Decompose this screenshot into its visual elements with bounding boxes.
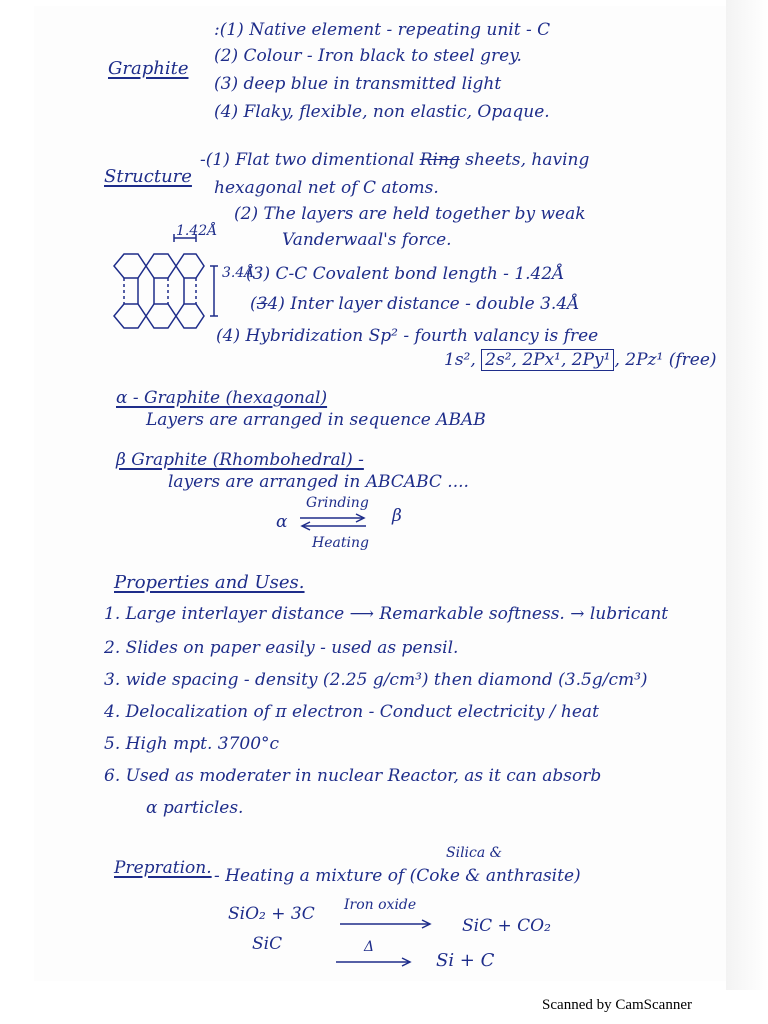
conversion-to: β xyxy=(392,506,402,526)
preparation-heading: Prepration. xyxy=(114,858,212,878)
properties-heading: Properties and Uses. xyxy=(114,572,305,593)
beta-desc: layers are arranged in ABCABC .... xyxy=(168,472,469,492)
property-item-2: 2. Slides on paper easily - used as pensil. xyxy=(104,638,459,658)
hexagon-bottom-3 xyxy=(176,304,204,328)
structure-line-1-end: sheets, having xyxy=(465,150,590,170)
hexagon-top-2 xyxy=(146,254,176,278)
graphite-layer-diagram xyxy=(102,223,232,346)
structure-line-1b: hexagonal net of C atoms. xyxy=(214,178,439,198)
hexagon-top-1 xyxy=(114,254,146,278)
graphite-line-0: :(1) Native element - repeating unit - C xyxy=(214,20,551,40)
config-suffix: , 2Pz¹ (free) xyxy=(614,350,717,370)
conversion-grinding: Grinding xyxy=(306,495,369,511)
equation-1-arrow xyxy=(338,918,434,930)
structure-label: Structure xyxy=(104,166,192,187)
equation-2-condition: Δ xyxy=(364,939,375,955)
structure-line-4 xyxy=(250,296,579,313)
property-item-3: 3. wide spacing - density (2.25 g/cm³) then diamond (3.5g/cm³) xyxy=(104,670,648,690)
property-item-5: 5. High mpt. 3700°c xyxy=(104,734,280,754)
equation-1-right: SiC + CO₂ xyxy=(462,916,551,936)
structure-line-2: (2) The layers are held together by weak xyxy=(234,204,586,224)
property-item-1: 1. Large interlayer distance ⟶ Remarkable softness. → lubricant xyxy=(104,604,669,624)
property-item-6b: α particles. xyxy=(146,798,244,818)
structure-line-4-struck: 3 xyxy=(256,294,268,314)
property-item-6: 6. Used as moderater in nuclear Reactor, as it can absorb xyxy=(104,766,602,786)
config-prefix: 1s², xyxy=(444,350,476,370)
electron-config xyxy=(444,352,717,369)
property-item-4: 4. Delocalization of π electron - Conduct electricity / heat xyxy=(104,702,599,722)
diagram-bond-length: 1.42Å xyxy=(176,223,218,239)
scanner-watermark: Scanned by CamScanner xyxy=(542,997,692,1013)
config-boxed: 2s², 2Px¹, 2Py¹ xyxy=(481,349,614,371)
structure-line-5: (4) Hybridization Sp² - fourth valancy is free xyxy=(216,326,599,346)
structure-line-1-text: -(1) Flat two dimentional xyxy=(200,150,415,170)
graphite-line-3: (4) Flaky, flexible, non elastic, Opaque. xyxy=(214,102,550,122)
beta-heading: β Graphite (Rhombohedral) - xyxy=(116,450,364,470)
preparation-silica: Silica & xyxy=(446,845,503,861)
structure-line-2b: Vanderwaal's force. xyxy=(282,230,452,250)
preparation-text: - Heating a mixture of (Coke & anthrasite) xyxy=(214,866,581,886)
alpha-desc: Layers are arranged in sequence ABAB xyxy=(146,410,486,430)
structure-line-4-prefix: ( xyxy=(250,294,257,314)
alpha-heading: α - Graphite (hexagonal) xyxy=(116,388,328,408)
hexagon-bottom-1 xyxy=(114,304,146,328)
equation-2-right: Si + C xyxy=(436,950,495,971)
equation-1-condition: Iron oxide xyxy=(344,897,417,913)
graphite-line-1: (2) Colour - Iron black to steel grey. xyxy=(214,46,522,66)
page-edge-shadow xyxy=(726,0,768,990)
diagram-layer-gap: 3.4Å xyxy=(222,265,255,281)
structure-line-1-struck: Ring xyxy=(419,150,460,170)
hexagon-top-3 xyxy=(176,254,204,278)
equation-2-arrow xyxy=(334,956,414,968)
conversion-from: α xyxy=(276,512,288,532)
equation-1-left: SiO₂ + 3C xyxy=(228,904,315,924)
equation-2-left: SiC xyxy=(252,934,283,954)
graphite-line-2: (3) deep blue in transmitted light xyxy=(214,74,502,94)
graphite-label: Graphite xyxy=(108,58,189,79)
structure-line-4-text: 4) Inter layer distance - double 3.4Å xyxy=(267,294,580,314)
hexagon-bottom-2 xyxy=(146,304,176,328)
conversion-heating: Heating xyxy=(312,535,369,551)
reversible-arrow xyxy=(298,512,368,532)
structure-line-1 xyxy=(200,152,589,169)
structure-line-3: (3) C-C Covalent bond length - 1.42Å xyxy=(246,264,565,284)
